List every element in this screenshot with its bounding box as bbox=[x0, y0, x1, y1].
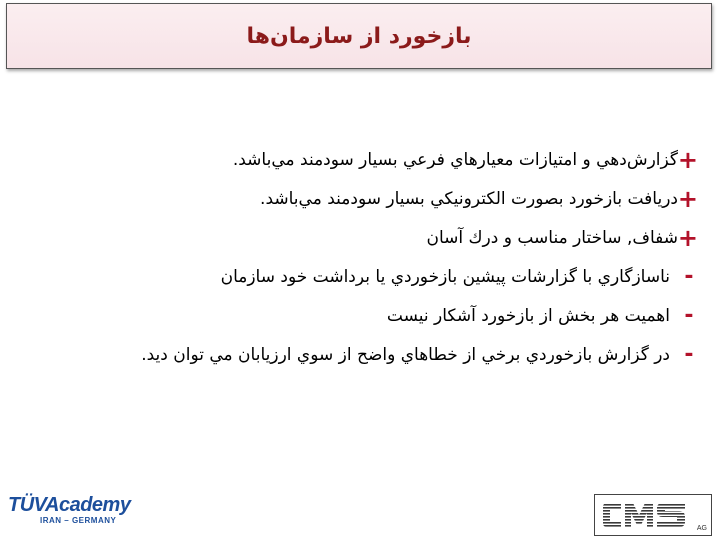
bullet-text: اهميت هر بخش از بازخورد آشكار نيست bbox=[386, 305, 670, 326]
plus-icon: + bbox=[677, 145, 698, 174]
bullet-item bbox=[20, 335, 698, 374]
minus-icon: - bbox=[684, 263, 694, 289]
tuv-logo-name: TÜVAcademy bbox=[8, 494, 131, 516]
bullet-list bbox=[20, 140, 698, 374]
cms-logo-suffix: AG bbox=[696, 525, 707, 532]
cms-logo-icon bbox=[599, 495, 699, 535]
bullet-item bbox=[20, 218, 698, 257]
bullet-item bbox=[20, 296, 698, 335]
plus-icon: + bbox=[677, 184, 698, 213]
bullet-text: شفاف, ساختار مناسب و درك آسان bbox=[426, 227, 678, 248]
bullet-text: ناسازگاري با گزارشات پيشين بازخوردي يا برداشت خود سازمان bbox=[220, 266, 670, 287]
bullet-item bbox=[20, 257, 698, 296]
slide-title: بازخورد از سازمان‌ها bbox=[246, 23, 472, 49]
bullet-text: دريافت بازخورد بصورت الكترونيكي بسيار سودمند مي‌باشد. bbox=[260, 188, 678, 209]
minus-icon: - bbox=[684, 302, 694, 328]
title-banner bbox=[6, 3, 712, 69]
bullet-item bbox=[20, 140, 698, 179]
bullet-text: در گزارش بازخوردي برخي از خطاهاي واضح از سوي ارزيابان مي توان ديد. bbox=[141, 344, 670, 365]
cms-logo bbox=[594, 494, 712, 536]
bullet-item bbox=[20, 179, 698, 218]
tuv-academy-logo bbox=[8, 494, 138, 534]
bullet-text: گزارش‌دهي و امتيازات معيارهاي فرعي بسيار سودمند مي‌باشد. bbox=[232, 149, 678, 170]
plus-icon: + bbox=[677, 223, 698, 252]
tuv-logo-subtitle: IRAN – GERMANY bbox=[40, 516, 117, 525]
minus-icon: - bbox=[684, 341, 694, 367]
